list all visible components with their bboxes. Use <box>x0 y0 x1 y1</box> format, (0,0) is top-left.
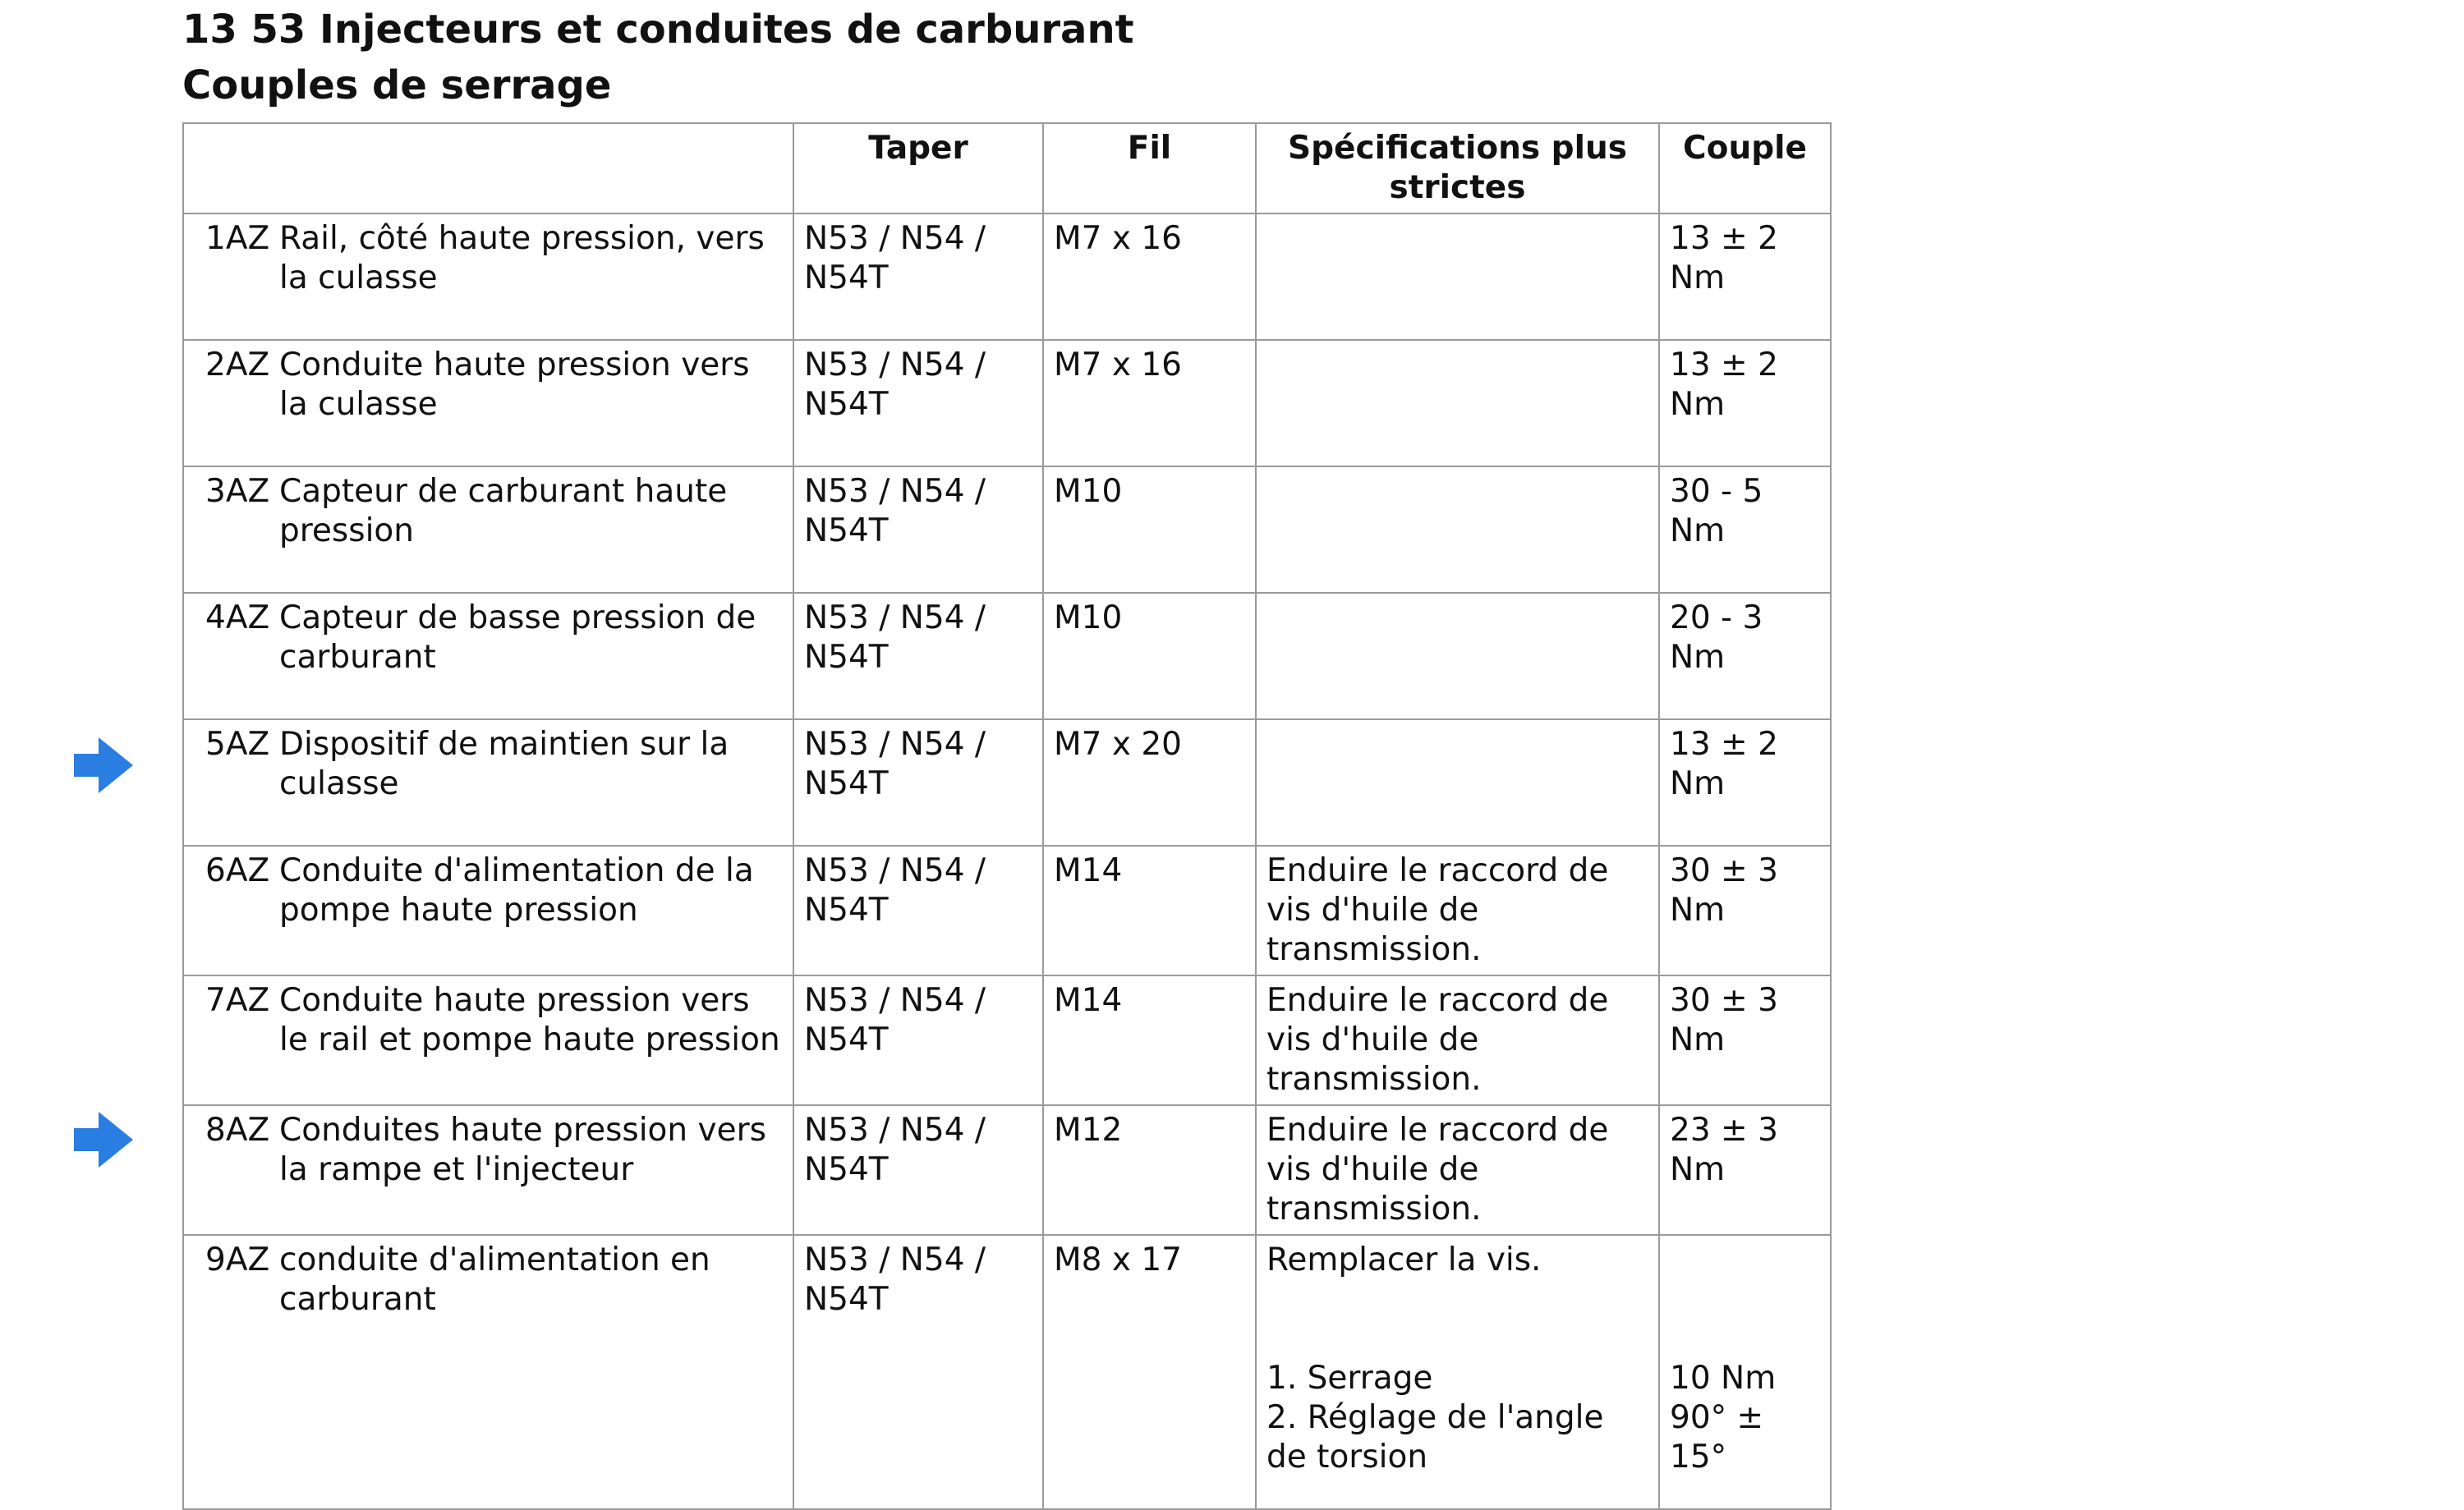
torque-cell: 23 ± 3 Nm <box>1659 1105 1831 1235</box>
component-label: Dispositif de maintien sur la culasse <box>279 726 729 802</box>
type-cell: N53 / N54 / N54T <box>793 975 1043 1105</box>
torque-step-2: 90° ± 15° <box>1670 1399 1764 1476</box>
torque-cell: 30 ± 3 Nm <box>1659 846 1831 975</box>
spec-cell: Enduire le raccord de vis d'huile de transmission. <box>1256 975 1659 1105</box>
position-cell <box>183 975 793 1105</box>
torque-step-1: 10 Nm <box>1670 1360 1777 1397</box>
table-row <box>183 975 1831 1105</box>
torque-cell: 13 ± 2 Nm <box>1659 213 1831 340</box>
type-cell: N53 / N54 / N54T <box>793 719 1043 846</box>
table-row <box>183 340 1831 466</box>
type-cell: N53 / N54 / N54T <box>793 1235 1043 1509</box>
component-label: Capteur de carburant haute pression <box>279 473 728 549</box>
position-number: 4AZ <box>205 599 270 636</box>
torque-table <box>182 122 1832 1510</box>
spec-step-1: 1. Serrage <box>1266 1360 1433 1397</box>
torque-cell: 30 - 5 Nm <box>1659 466 1831 593</box>
component-label: Conduite d'alimentation de la pompe haute pression <box>279 852 754 929</box>
table-row <box>183 719 1831 846</box>
torque-cell: 30 ± 3 Nm <box>1659 975 1831 1105</box>
header-type: Taper <box>793 123 1043 213</box>
type-cell: N53 / N54 / N54T <box>793 340 1043 466</box>
component-label: Conduites haute pression vers la rampe et l'injecteur <box>279 1112 766 1188</box>
position-cell <box>183 719 793 846</box>
position-cell <box>183 593 793 719</box>
position-number: 9AZ <box>205 1242 270 1278</box>
torque-table-container <box>182 122 1830 1476</box>
position-cell <box>183 466 793 593</box>
spec-cell <box>1256 340 1659 466</box>
table-row <box>183 213 1831 340</box>
table-row <box>183 593 1831 719</box>
header-thread: Fil <box>1043 123 1256 213</box>
header-spec: Spécifications plus strictes <box>1256 123 1659 213</box>
spec-note: Remplacer la vis. <box>1266 1242 1542 1278</box>
thread-cell: M12 <box>1043 1105 1256 1235</box>
thread-cell: M7 x 20 <box>1043 719 1256 846</box>
table-row <box>183 846 1831 975</box>
thread-cell: M14 <box>1043 846 1256 975</box>
header-torque: Couple <box>1659 123 1831 213</box>
spec-cell: Enduire le raccord de vis d'huile de transmission. <box>1256 846 1659 975</box>
table-row <box>183 1105 1831 1235</box>
thread-cell: M8 x 17 <box>1043 1235 1256 1509</box>
table-row <box>183 1235 1831 1509</box>
type-cell: N53 / N54 / N54T <box>793 466 1043 593</box>
thread-cell: M10 <box>1043 593 1256 719</box>
type-cell: N53 / N54 / N54T <box>793 1105 1043 1235</box>
table-row <box>183 466 1831 593</box>
torque-cell <box>1659 1235 1831 1509</box>
position-number: 7AZ <box>205 982 270 1019</box>
type-cell: N53 / N54 / N54T <box>793 213 1043 340</box>
torque-cell: 20 - 3 Nm <box>1659 593 1831 719</box>
torque-cell: 13 ± 2 Nm <box>1659 340 1831 466</box>
position-number: 2AZ <box>205 347 270 383</box>
thread-cell: M7 x 16 <box>1043 213 1256 340</box>
torque-cell: 13 ± 2 Nm <box>1659 719 1831 846</box>
arrow-right-icon <box>74 736 133 795</box>
position-cell <box>183 213 793 340</box>
position-cell <box>183 340 793 466</box>
spec-cell <box>1256 719 1659 846</box>
spec-cell <box>1256 593 1659 719</box>
component-label: Capteur de basse pression de carburant <box>279 599 756 676</box>
component-label: Rail, côté haute pression, vers la culasse <box>279 220 765 296</box>
thread-cell: M7 x 16 <box>1043 340 1256 466</box>
spec-cell <box>1256 213 1659 340</box>
position-number: 6AZ <box>205 852 270 889</box>
table-header-row <box>183 123 1831 213</box>
section-subtitle: Couples de serrage <box>182 62 612 108</box>
spec-cell <box>1256 1235 1659 1509</box>
position-number: 1AZ <box>205 220 270 257</box>
spec-cell: Enduire le raccord de vis d'huile de transmission. <box>1256 1105 1659 1235</box>
position-number: 5AZ <box>205 726 270 763</box>
position-number: 3AZ <box>205 473 270 510</box>
type-cell: N53 / N54 / N54T <box>793 593 1043 719</box>
position-cell <box>183 1105 793 1235</box>
spec-step-2: 2. Réglage de l'angle de torsion <box>1266 1399 1604 1476</box>
position-number: 8AZ <box>205 1112 270 1149</box>
component-label: conduite d'alimentation en carburant <box>279 1242 710 1318</box>
position-cell <box>183 1235 793 1509</box>
type-cell: N53 / N54 / N54T <box>793 846 1043 975</box>
component-label: Conduite haute pression vers la culasse <box>279 347 750 423</box>
page-title: 13 53 Injecteurs et conduites de carburant <box>182 7 1134 53</box>
thread-cell: M14 <box>1043 975 1256 1105</box>
spec-cell <box>1256 466 1659 593</box>
component-label: Conduite haute pression vers le rail et pompe haute pression <box>279 982 780 1058</box>
position-cell <box>183 846 793 975</box>
arrow-right-icon <box>74 1110 133 1169</box>
thread-cell: M10 <box>1043 466 1256 593</box>
header-position <box>183 123 793 213</box>
